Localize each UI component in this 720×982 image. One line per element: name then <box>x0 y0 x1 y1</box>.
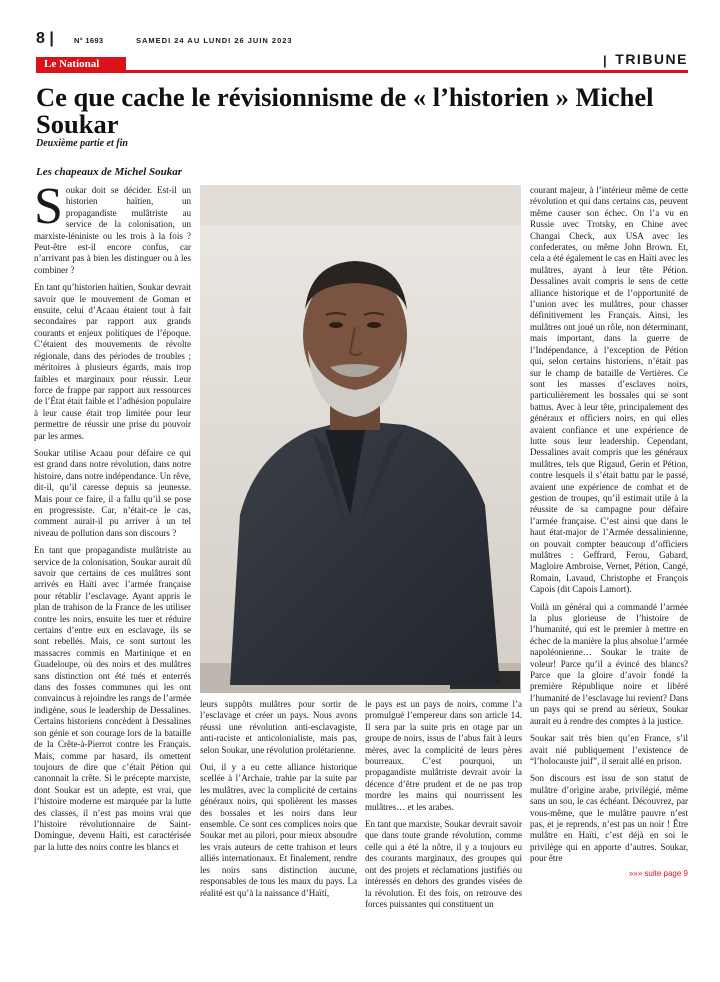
continuation-link[interactable]: »»» suite page 9 <box>628 868 688 878</box>
brand-row <box>36 51 688 73</box>
paragraph: Soukar doit se décider. Est-il un historien haïtien, un propagandiste mulâtriste au service de la colonisation, un marxiste-léniniste ou les trois à la fois ? Peut-être est-il encore confus, car n’arrivant pas à bien les distinguer ou à les combiner ? <box>34 178 191 275</box>
paragraph: En tant que marxiste, Soukar devrait savoir que dans toute grande révolution, comme celle qui a été la nôtre, il y a toujours eu des courants marginaux, des groupes qui ont des projets et réclamations justifiés ou intéressés en dehors des grandes visées de la révolution. Et des fois, on retrouve des forces puissantes qui constituent un <box>365 819 522 909</box>
paragraph: En tant que propagandiste mulâtriste au service de la colonisation, Soukar aurait dû savoir que certains de ces mulâtres sont arrivés en Haïti avec l’armée française pour rétablir l’esclavage. Ayant appris le plan de trahison de la France de les utiliser contre les noirs, ensuite les tuer et réduire certains d’entre eux en esclavage, ils se sont rebellés. Mais, ce sont surtout les massacres commis en Martinique et en Guadeloupe, où des noirs et des mulâtres sans distinction ont été tués et enterrés dans des fosses communes qui les ont convaincus à rejoindre les rangs de l’armée indigène, sous le leadership de Dessalines. Certains historiens concèdent à Dessalines son génie et son courage lors de la bataille de la Crête-à-Pierrot contre les Français. Mais, comme par hasard, ils omettent toujours de dire que c’était Pétion qui canonnait la crête. Si le précepte marxiste, dont Soukar est un adepte, est vrai, que l’histoire moderne est marquée par la lutte des classes, il n’est pas moins vrai que l’histoire révolutionnaire de Saint-Domingue, devenu Haïti, est caractérisée par la lutte des noirs contre les blancs et <box>34 545 191 852</box>
issue-date: SAMEDI 24 AU LUNDI 26 JUIN 2023 <box>136 36 293 45</box>
column-1 <box>34 178 191 859</box>
column-2 <box>200 699 357 905</box>
portrait-illustration <box>200 185 521 693</box>
red-rule <box>36 70 688 73</box>
brand-logo: Le National <box>36 57 126 73</box>
paragraph: En tant qu’historien haïtien, Soukar devrait savoir que le mouvement de Goman et ensuite, celui d’Acaau étaient tout à fait secondaires par rapport aux grands courants et enjeux politiques de l’époque. C’étaient des mouvements de révolte régionale, dans des périodes de troubles ; méritoires à plusieurs égards, mais trop faibles et marginaux pour réussir. Leur force de frappe par rapport aux ressources de l’État était faible et l’adhésion populaire à leur cause était trop limitée pour leur permettre de réussir une prise du pouvoir par les armes. <box>34 282 191 441</box>
section-label: TRIBUNE <box>615 51 688 67</box>
article-photo <box>200 185 521 693</box>
paragraph: Oui, il y a eu cette alliance historique scellée à l’Archaie, trahie par la suite par les mulâtres, avec la complicité de certains généraux noirs, qui spolièrent les masses des bossales et les noirs dans leur ensemble. Ce sont ces complices noirs que Soukar met au pilori, pour mieux absoudre les vrais auteurs de cette trahison et leurs alliés internationaux. Et finalement, rendre les noirs sans distinction aucune, responsables de tous les maux du pays. La réalité est qu’à la naissance d’Haïti, <box>200 762 357 898</box>
drop-cap: S <box>34 178 63 235</box>
column-3 <box>365 699 522 916</box>
paragraph: Voilà un général qui a commandé l’armée la plus glorieuse de l’histoire de l’humanité, qui est le premier à mettre en échec de la manière la plus absolue l’armée napoléonienne… Soukar le traite de voleur! Parce qu’il a évincé des blancs? Parce que la gloire d’avoir fondé la première République noire et libéré l’humanité de l’esclavage lui revient? Dans un pays qui se prend au sérieux, Soukar aurait eu à rendre des comptes à la justice. <box>530 601 688 726</box>
issue-number: N° 1693 <box>74 36 104 45</box>
paragraph: Soukar sait très bien qu’en France, s’il avait nié publiquement l’existence de “l’holocauste juif”, il serait allé en prison. <box>530 733 688 766</box>
paragraph: le pays est un pays de noirs, comme l’a promulgué l’empereur dans son article 14. Il sera par la suite pris en otage par un groupe de noirs, issus de l’abus fait à leurs mères, avec la complicité de leurs pères bourreaux. C’est pourquoi, un propagandiste mulâtriste devrait avoir la décence d’être prudent et de ne pas trop mordre les mains qui nourrissent les mulâtres… et les arabes. <box>365 699 522 812</box>
article-title: Ce que cache le révisionnisme de « l’historien » Michel Soukar <box>36 82 654 139</box>
column-4 <box>530 185 688 879</box>
article-subtitle: Deuxième partie et fin <box>36 138 128 149</box>
page-number: 8 | <box>36 30 54 47</box>
paragraph: Son discours est issu de son statut de mulâtre d’origine arabe, privilégié, même sans un sou, le cas échéant. Découvrez, par vous-même, que le mulâtre pauvre n’est pas, et je reprends, n’est pas un noir ! Être mulâtre en Haïti, c’est déjà en soi le privilège qui en apporte d’autres. Soukar, pour être <box>530 773 688 864</box>
paragraph: Soukar utilise Acaau pour défaire ce qui est grand dans notre révolution, dans notre histoire, dans notre indépendance. Un rêve, dit-il, qu’il caresse depuis sa jeunesse. Mais pour ce faire, il a fallu qu’il se pose en progressiste. Car, n’était-ce le cas, comment aurait-il pu arriver à un tel niveau de pollution dans son discours ? <box>34 447 191 538</box>
article-chapeau: Les chapeaux de Michel Soukar <box>36 166 183 178</box>
section-divider: | <box>603 53 607 68</box>
page-header <box>36 30 688 50</box>
paragraph: leurs suppôts mulâtres pour sortir de l’esclavage et créer un pays. Nous avons réussi une révolution anti-esclavagiste, anti-raciste et anticolonialiste, mais pas, selon Soukar, une révolution prolétarienne. <box>200 699 357 755</box>
continuation-row <box>530 868 688 879</box>
paragraph: courant majeur, à l’intérieur même de cette révolution et qui dans certains cas, peuvent même causer son échec. On l’a vu en Russie avec Trotsky, en Chine avec Changai Check, aux USA avec les confederates, ou même John Brown. Et, cela a été également le cas en Haïti avec les mulâtres, ayant à leur tête Pétion. Dessalines avait compris le sens de cette alliance historique et de l’opportunité de l’union avec les mulâtres, pour chasser définitivement les Français. Ainsi, les mulâtres ont joué un rôle, non déterminant, mais important, dans la guerre de l’Indépendance, à l’exception de Pétion qui, selon certains historiens, n’était pas sur le champ de bataille de Vertières. Ce sont les masses d’esclaves noirs, particulièrement les bossales qui se sont battus. Avec à leur tête, principalement des généraux et officiers noirs, en qui elles avaient confiance et une expérience de lutte sous leur leadership. Cependant, Dessalines avait compris que les généraux mulâtres, tels que Rigaud, Gerin et Pétion, contre lesquels il s’était battu par le passé, avaient une expérience de combat et de gestion de troupes, qu’il estimait utile à la réussite de sa campagne pour défaire l’armée française. C’est ainsi que dans le haut état-major de l’Armée dessalinienne, on pouvait compter beaucoup d’officiers mulâtres : Geffrard, Ferou, Gabard, Magloire Ambroise, Vernet, Pétion, Cangé, Romain, Lavaud, Christophe et François Capois (dit Capois Lamort). <box>530 185 688 595</box>
